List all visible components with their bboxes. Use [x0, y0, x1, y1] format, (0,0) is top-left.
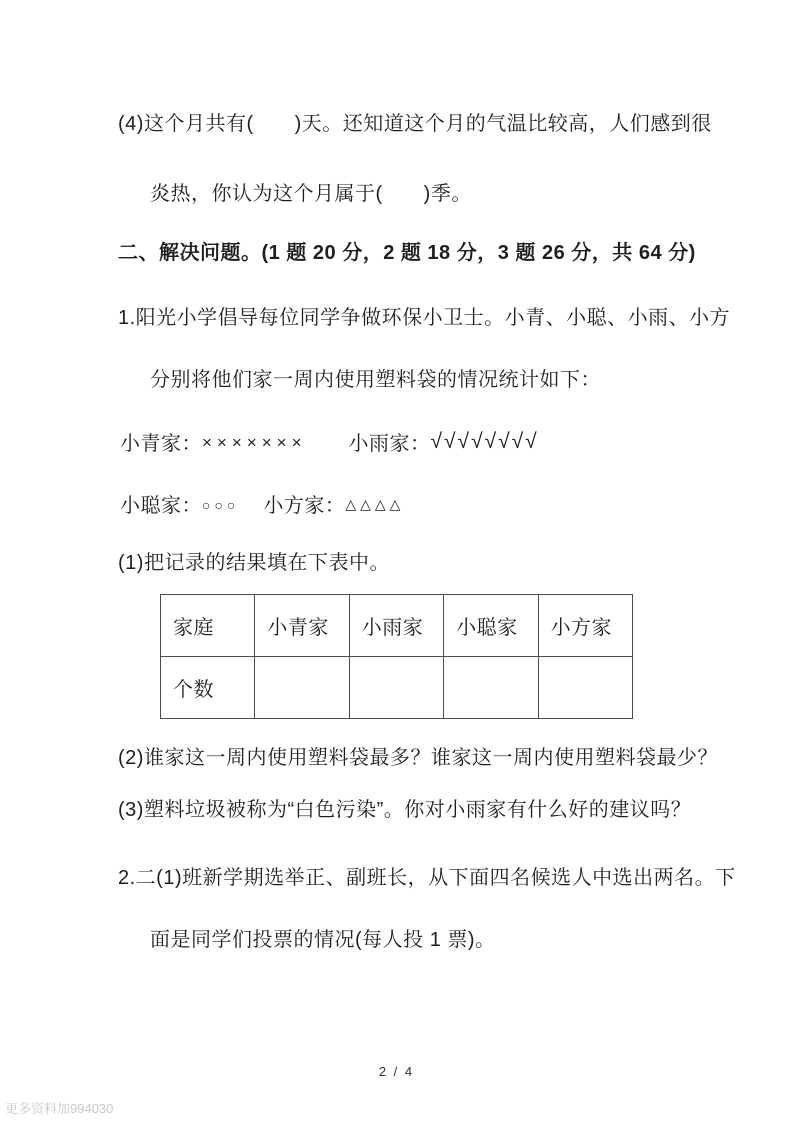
table-header-cell: 小青家	[255, 595, 349, 657]
tally-result-table	[160, 594, 633, 719]
table-cell-blank	[444, 657, 538, 719]
triangle-tally-marks: △△△△	[345, 496, 405, 512]
watermark-text: 更多资料加994030	[5, 1101, 114, 1116]
question4-line1: (4)这个月共有( )天。还知道这个月的气温比较高，人们感到很	[118, 113, 712, 135]
x-tally-marks: ×××××××	[202, 432, 307, 452]
section2-heading: 二、解决问题。(1 题 20 分，2 题 18 分，3 题 26 分，共 64 分)	[118, 242, 696, 264]
table-cell-blank	[349, 657, 443, 719]
tally-row-2	[120, 489, 404, 518]
table-row	[161, 657, 633, 719]
table-header-cell: 小雨家	[349, 595, 443, 657]
table-header-row	[161, 595, 633, 657]
problem1-intro-line2: 分别将他们家一周内使用塑料袋的情况统计如下：	[150, 369, 601, 391]
check-tally-marks: √√√√√√√√	[430, 429, 539, 453]
question4-line2: 炎热，你认为这个月属于( )季。	[150, 183, 472, 205]
circle-tally-marks: ○○○	[202, 496, 240, 513]
table-header-cell: 小方家	[538, 595, 632, 657]
tally-label-xiaocong: 小聪家：	[120, 495, 202, 517]
problem2-line1: 2.二(1)班新学期选举正、副班长，从下面四名候选人中选出两名。下	[118, 867, 736, 889]
page-number: 2 / 4	[378, 1064, 415, 1079]
tally-label-xiaoyu: 小雨家：	[348, 433, 431, 455]
table-cell: 个数	[161, 657, 255, 719]
problem2-line2: 面是同学们投票的情况(每人投 1 票)。	[150, 929, 496, 951]
table-cell-blank	[538, 657, 632, 719]
problem1-sub2: (2)谁家这一周内使用塑料袋最多？谁家这一周内使用塑料袋最少？	[118, 747, 718, 769]
table-header-cell: 小聪家	[444, 595, 538, 657]
table-cell-blank	[255, 657, 349, 719]
tally-label-xiaofang: 小方家：	[263, 495, 346, 517]
problem1-sub1: (1)把记录的结果填在下表中。	[118, 552, 390, 574]
tally-label-xiaoqing: 小青家：	[120, 433, 202, 455]
problem1-sub3: (3)塑料垃圾被称为“白色污染”。你对小雨家有什么好的建议吗？	[118, 799, 692, 821]
table-header-cell: 家庭	[161, 595, 255, 657]
tally-row-1	[120, 427, 539, 456]
problem1-intro-line1: 1.阳光小学倡导每位同学争做环保小卫士。小青、小聪、小雨、小方	[118, 307, 731, 329]
